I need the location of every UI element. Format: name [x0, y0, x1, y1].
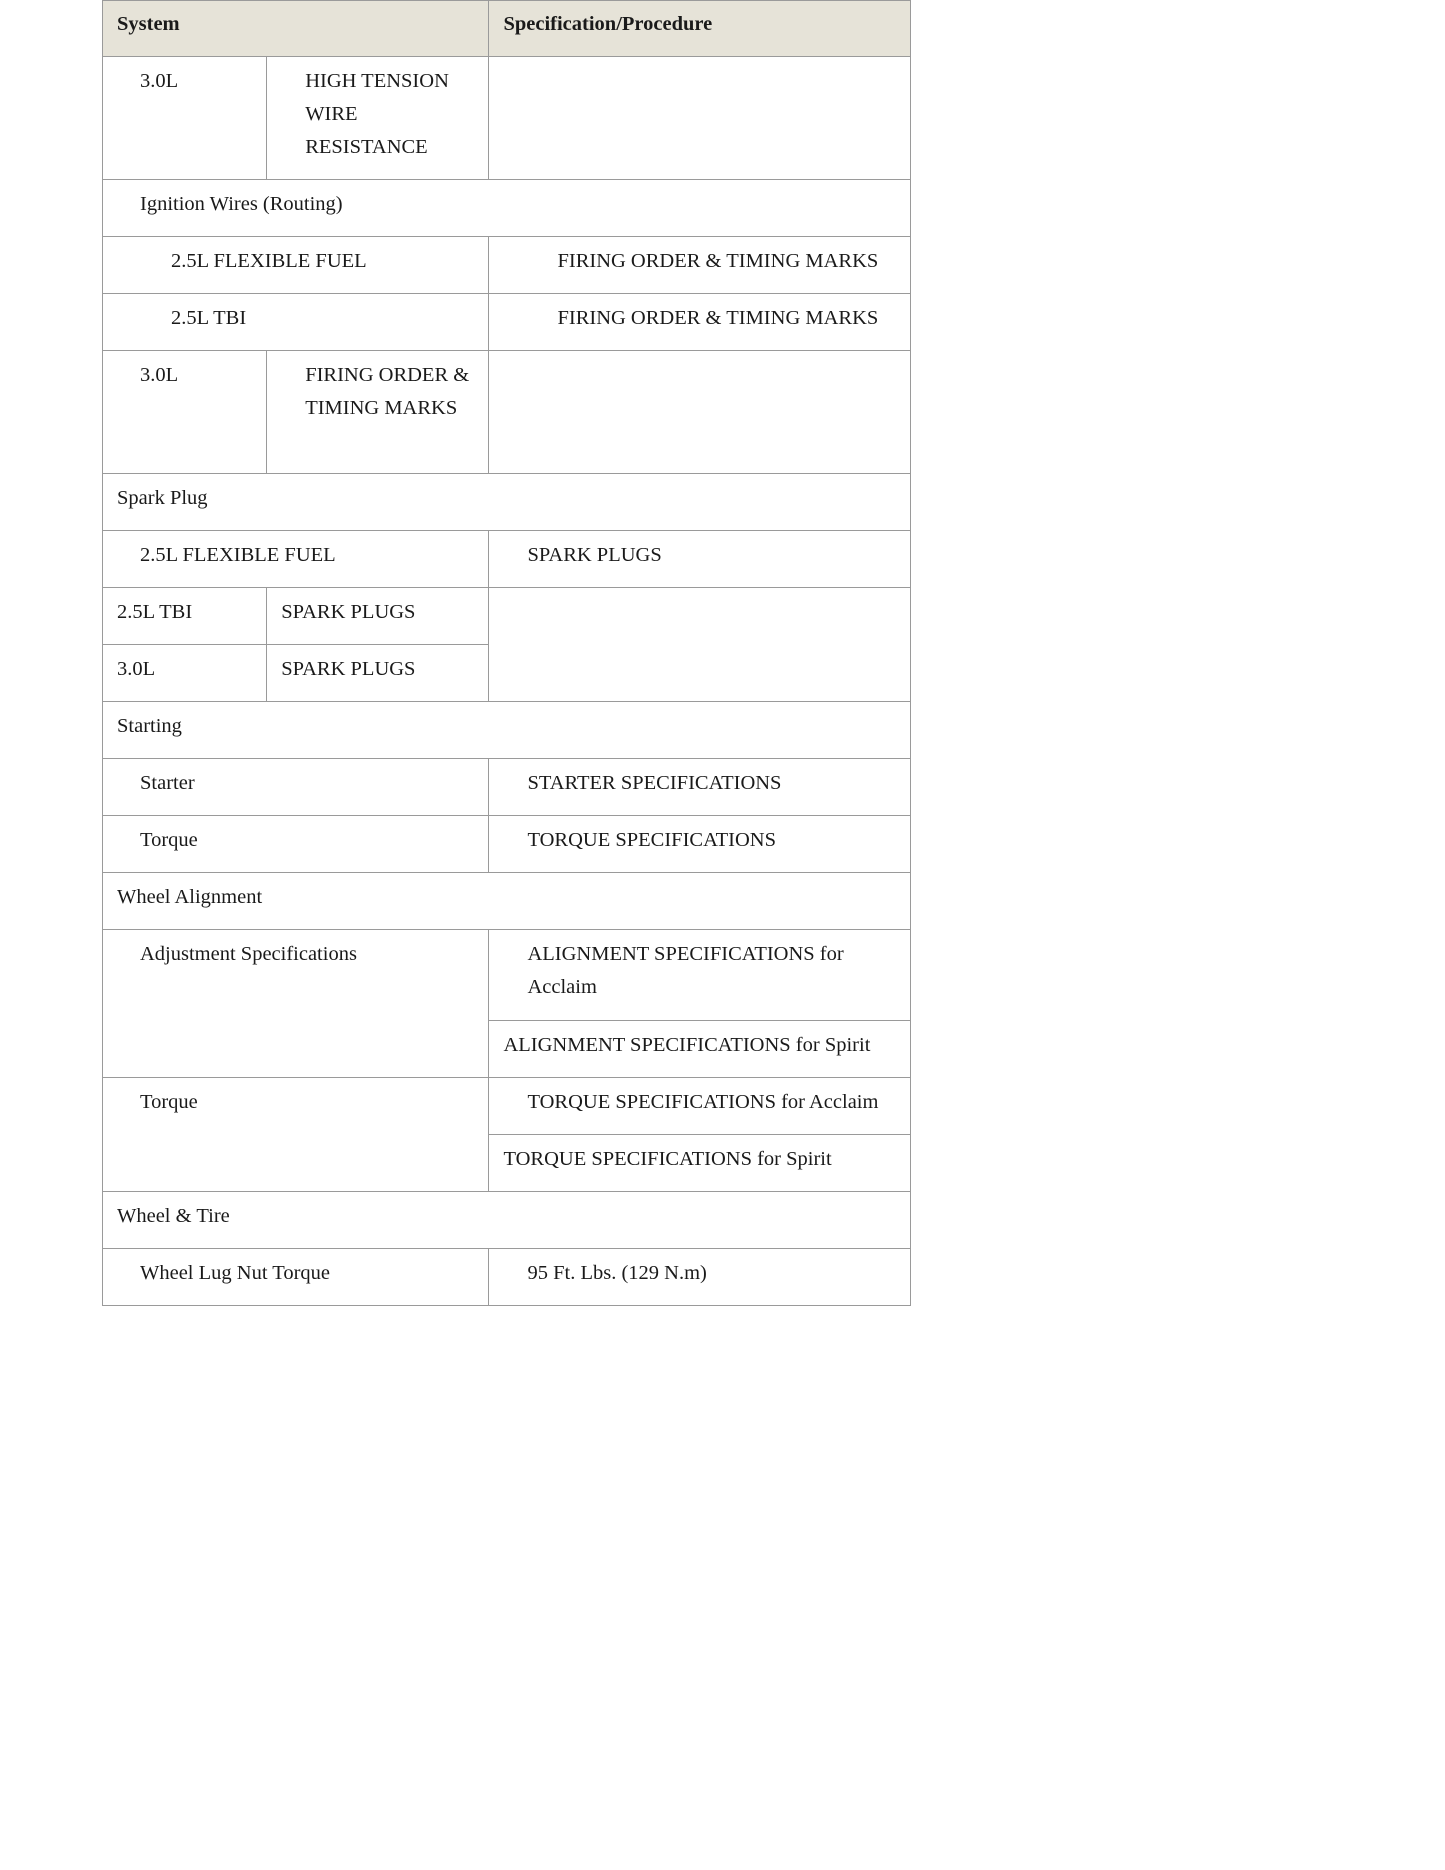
item-link[interactable]: FIRING ORDER & TIMING MARKS: [267, 351, 489, 474]
section-row: [103, 474, 911, 531]
spec-link[interactable]: TORQUE SPECIFICATIONS for Acclaim: [489, 1078, 911, 1135]
label-cell: Torque: [103, 816, 489, 873]
engine-cell: 2.5L TBI: [103, 294, 489, 351]
engine-cell: 3.0L: [103, 351, 267, 474]
header-specification: Specification/Procedure: [489, 1, 911, 57]
table-row: [103, 57, 911, 180]
spec-link[interactable]: TORQUE SPECIFICATIONS for Spirit: [489, 1135, 911, 1192]
section-row: [103, 1192, 911, 1249]
table-row: [103, 294, 911, 351]
table-row: [103, 759, 911, 816]
spec-link[interactable]: STARTER SPECIFICATIONS: [489, 759, 911, 816]
empty-spec-cell: [489, 351, 911, 474]
specifications-table: [102, 0, 911, 1306]
section-ignition-wires: Ignition Wires (Routing): [103, 180, 911, 237]
engine-cell: 2.5L FLEXIBLE FUEL: [103, 237, 489, 294]
empty-spec-cell: [489, 588, 911, 702]
spec-link[interactable]: SPARK PLUGS: [489, 531, 911, 588]
section-row: [103, 180, 911, 237]
spec-value: 95 Ft. Lbs. (129 N.m): [489, 1249, 911, 1306]
section-wheel-alignment: Wheel Alignment: [103, 873, 911, 930]
label-cell: Torque: [103, 1078, 489, 1192]
engine-cell: 2.5L TBI: [103, 588, 267, 645]
table-row: [103, 351, 911, 474]
section-starting: Starting: [103, 702, 911, 759]
label-cell: Starter: [103, 759, 489, 816]
spec-link[interactable]: ALIGNMENT SPECIFICATIONS for Spirit: [489, 1021, 911, 1078]
item-link[interactable]: SPARK PLUGS: [267, 588, 489, 645]
empty-spec-cell: [489, 57, 911, 180]
table-row: [103, 1249, 911, 1306]
section-wheel-tire: Wheel & Tire: [103, 1192, 911, 1249]
engine-cell: 2.5L FLEXIBLE FUEL: [103, 531, 489, 588]
table-header-row: [103, 1, 911, 57]
label-cell: Wheel Lug Nut Torque: [103, 1249, 489, 1306]
table-row: [103, 588, 911, 645]
engine-cell: 3.0L: [103, 57, 267, 180]
table-row: [103, 930, 911, 1021]
table-row: [103, 816, 911, 873]
spec-link[interactable]: TORQUE SPECIFICATIONS: [489, 816, 911, 873]
table-row: [103, 531, 911, 588]
section-spark-plug: Spark Plug: [103, 474, 911, 531]
section-row: [103, 702, 911, 759]
spec-link[interactable]: ALIGNMENT SPECIFICATIONS for Acclaim: [489, 930, 911, 1021]
engine-cell: 3.0L: [103, 645, 267, 702]
spec-link[interactable]: FIRING ORDER & TIMING MARKS: [489, 237, 911, 294]
item-link[interactable]: SPARK PLUGS: [267, 645, 489, 702]
label-cell: Adjustment Specifications: [103, 930, 489, 1078]
table-row: [103, 237, 911, 294]
header-system: System: [103, 1, 489, 57]
spec-link[interactable]: FIRING ORDER & TIMING MARKS: [489, 294, 911, 351]
section-row: [103, 873, 911, 930]
table-row: [103, 1078, 911, 1135]
item-cell: HIGH TENSION WIRE RESISTANCE: [267, 57, 489, 180]
